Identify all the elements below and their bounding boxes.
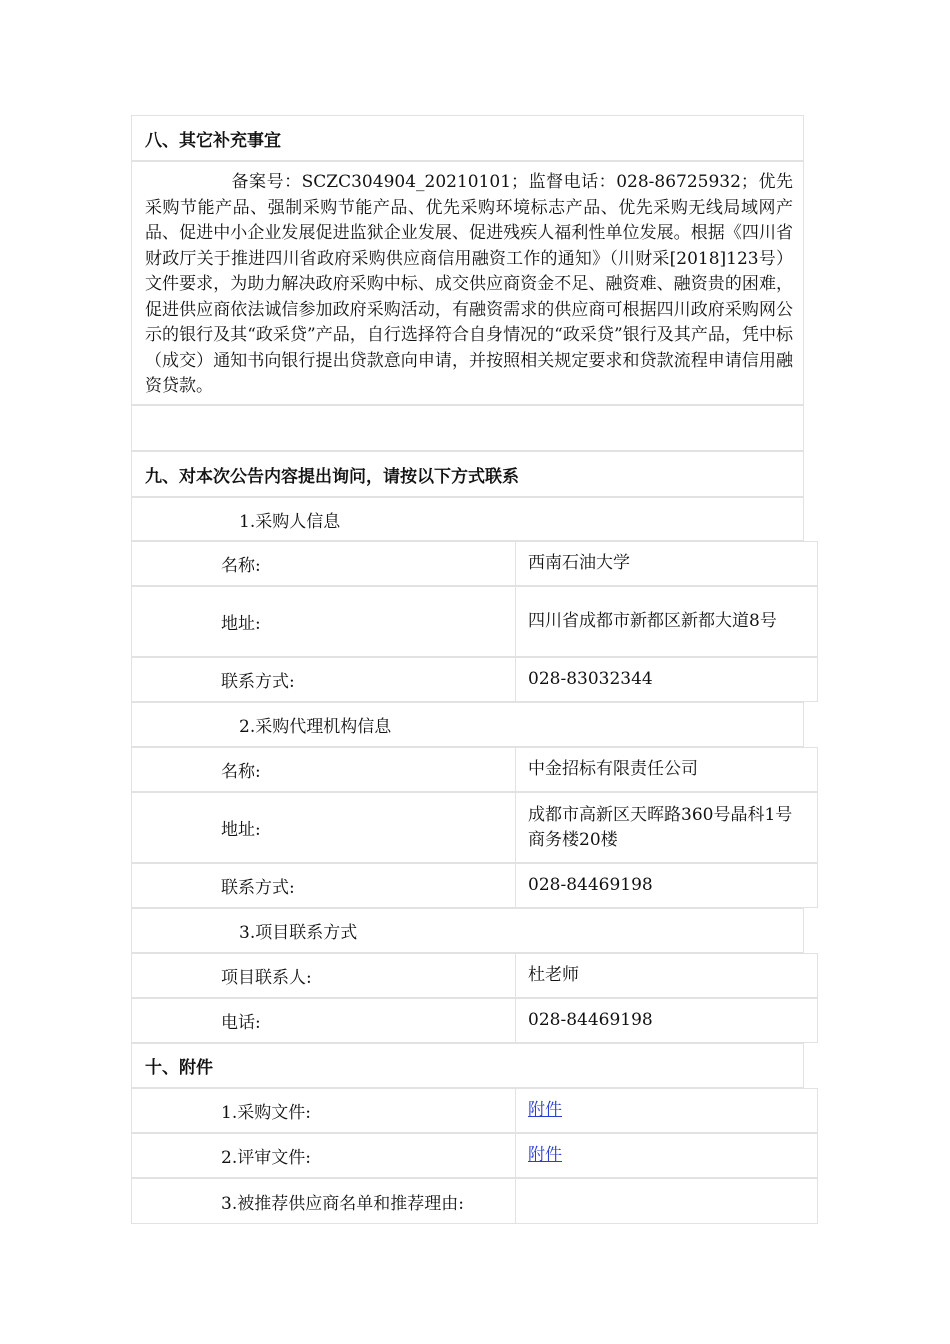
section-10-title-text: 十、附件	[145, 1058, 213, 1078]
section-8-paragraph	[131, 161, 804, 405]
section-9-title	[131, 451, 804, 497]
empty-spacer-row	[131, 405, 804, 451]
purchaser-name-row	[131, 541, 818, 586]
project-contact-heading-text: 3.项目联系方式	[239, 923, 358, 943]
agency-info-heading	[131, 702, 804, 747]
attachment-label-1: 1.采购文件:	[132, 1089, 516, 1132]
purchaser-address-value: 四川省成都市新都区新都大道8号	[528, 611, 777, 631]
section-8-paragraph-text: 备案号：SCZC304904_20210101；监督电话：028-86725932；优先采购节能产品、强制采购节能产品、优先采购环境标志产品、优先采购无线局域网产品、促进中小企业发展促进监狱企业发展、促进残疾人福利性单位发展。根据《四川省财政厅关于推进四川省政府采购供应商信用融资工作的通知》（川财采[2018]123号）文件要求，为助力解决政府采购中标、成交供应商资金不足、融资难、融资贵的困难，促进供应商依法诚信参加政府采购活动，有融资需求的供应商可根据四川政府采购网公示的银行及其“政采贷”产品，自行选择符合自身情况的“政采贷”银行及其产品，凭中标（成交）通知书向银行提出贷款意向申请，并按照相关规定要求和贷款流程申请信用融资贷款。	[145, 172, 793, 396]
purchaser-name-label: 名称:	[132, 542, 516, 585]
purchaser-info-heading-text: 1.采购人信息	[239, 511, 341, 532]
purchaser-contact-value: 028-83032344	[528, 669, 653, 689]
section-8-title	[131, 115, 804, 161]
project-phone-label: 电话:	[132, 999, 516, 1042]
purchaser-contact-row	[131, 657, 818, 702]
purchaser-address-row	[131, 586, 818, 657]
attachment-link-2[interactable]: 附件	[528, 1145, 562, 1165]
attachment-link-1[interactable]: 附件	[528, 1100, 562, 1120]
section-10-title	[131, 1043, 804, 1088]
project-person-value: 杜老师	[528, 965, 579, 985]
agency-name-value: 中金招标有限责任公司	[528, 759, 698, 779]
attachment-row-2	[131, 1133, 818, 1178]
agency-address-label: 地址:	[132, 793, 516, 862]
project-person-row	[131, 953, 818, 998]
attachment-label-2: 2.评审文件:	[132, 1134, 516, 1177]
project-contact-heading	[131, 908, 804, 953]
agency-info-heading-text: 2.采购代理机构信息	[239, 717, 392, 737]
attachment-row-3	[131, 1178, 818, 1224]
project-person-label: 项目联系人:	[132, 954, 516, 997]
purchaser-name-value: 西南石油大学	[528, 553, 630, 573]
purchaser-info-heading	[131, 497, 804, 541]
agency-contact-label: 联系方式:	[132, 864, 516, 907]
purchaser-address-label: 地址:	[132, 587, 516, 656]
agency-name-label: 名称:	[132, 748, 516, 791]
agency-name-row	[131, 747, 818, 792]
agency-contact-row	[131, 863, 818, 908]
attachment-row-1	[131, 1088, 818, 1133]
agency-address-row	[131, 792, 818, 863]
section-8-title-text: 八、其它补充事宜	[145, 130, 281, 151]
agency-address-value: 成都市高新区天晖路360号晶科1号商务楼20楼	[528, 804, 793, 850]
purchaser-contact-label: 联系方式:	[132, 658, 516, 701]
agency-contact-value: 028-84469198	[528, 875, 653, 895]
project-phone-value: 028-84469198	[528, 1010, 653, 1030]
attachment-value-3	[516, 1179, 817, 1223]
section-9-title-text: 九、对本次公告内容提出询问，请按以下方式联系	[145, 466, 519, 487]
attachment-label-3: 3.被推荐供应商名单和推荐理由:	[132, 1179, 516, 1223]
project-phone-row	[131, 998, 818, 1043]
